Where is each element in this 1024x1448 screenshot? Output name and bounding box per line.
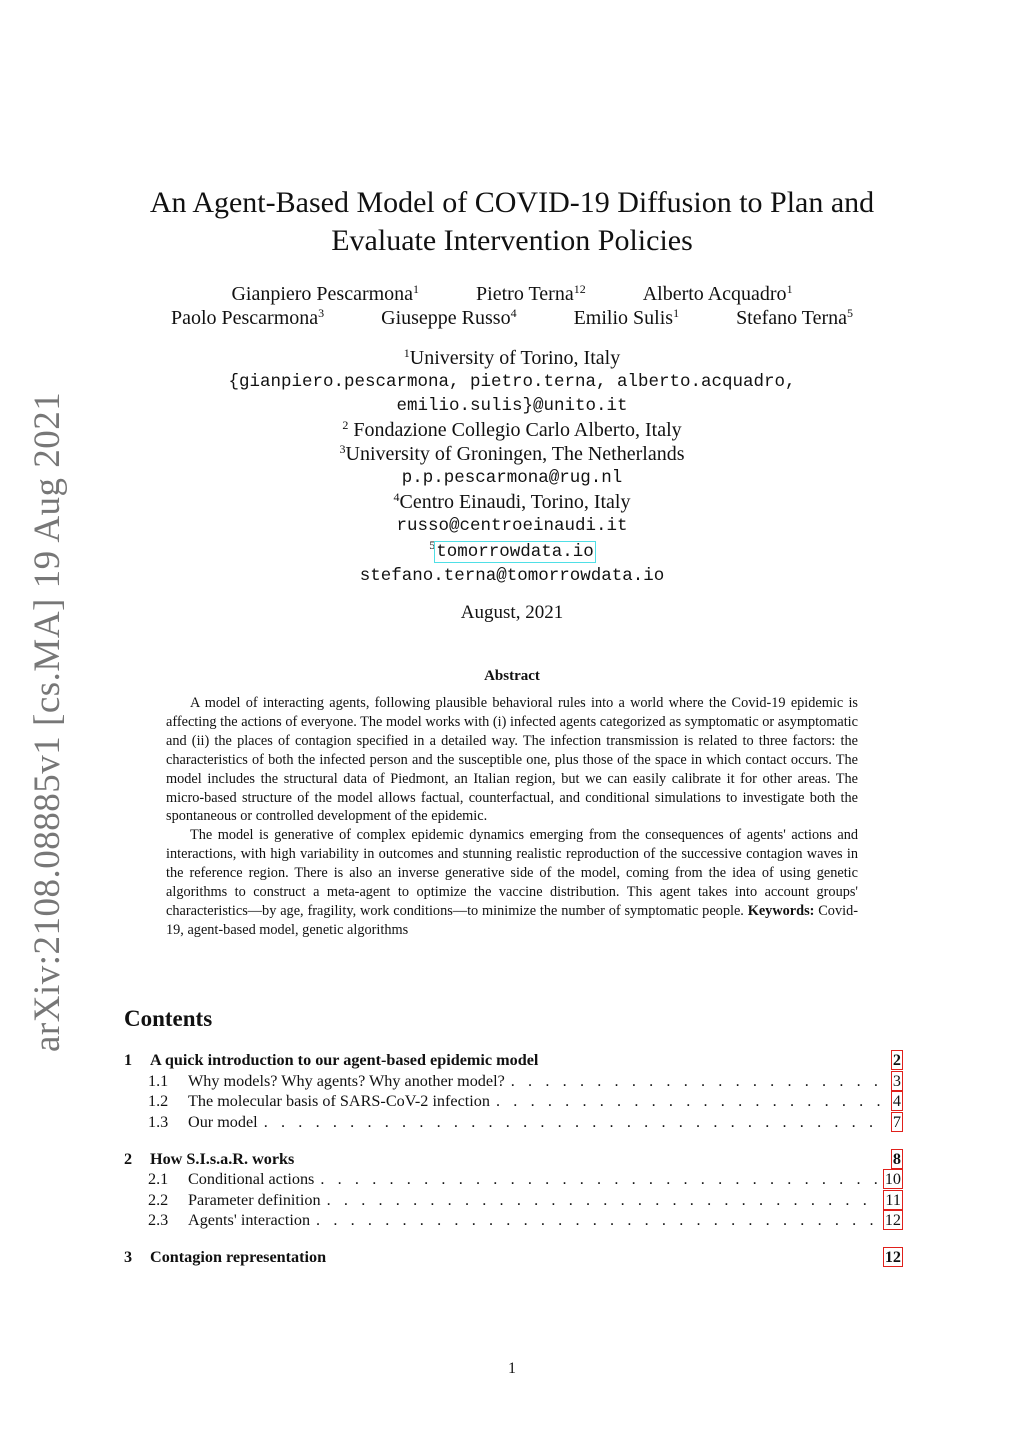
toc-page-link[interactable]: 12 [884,1248,901,1266]
keywords-label: Keywords: [747,902,815,919]
toc-subsection[interactable]: 1.1 Why models? Why agents? Why another model? . . . 3 [124,1071,902,1092]
email-line: russo@centroeinaudi.it [396,516,628,536]
toc-page-link[interactable]: 12 [884,1211,901,1229]
toc-page-link[interactable]: 3 [892,1071,901,1090]
email-line: emilio.sulis}@unito.it [396,396,628,416]
author-row-2 [120,306,904,330]
keywords: Covid-19, agent-based model, genetic algorithms [166,902,858,938]
affiliation-2: $^2$ Fondazione Collegio Carlo Alberto, Italy [342,418,682,441]
dot-leader [327,1190,879,1211]
affiliation-5: $^5$tomorrowdata.io [429,538,594,562]
title-line-2: Evaluate Intervention Policies [331,224,693,257]
page-number: 1 [508,1360,516,1377]
toc-page-link[interactable]: 8 [892,1149,901,1168]
title-line-1: An Agent-Based Model of COVID-19 Diffusion to Plan and [149,186,875,219]
toc-page-link[interactable]: 7 [892,1112,901,1131]
affiliation-4: $^4$Centro Einaudi, Torino, Italy [393,490,631,513]
dot-leader [496,1091,882,1112]
arxiv-identifier: arXiv:2108.08885v1 [cs.MA] 19 Aug 2021 [27,391,68,1052]
toc-page-link[interactable]: 10 [884,1170,901,1188]
abstract-paragraph: A model of interacting agents, following plausible behavioral rules into a world where the Covid-19 epidemic is affecting the actions of everyone. The model works with (i) infected agents categorized as symptomatic or asymptomatic and (ii) the places of contagion specified in a detailed way. The infection transmission is related to three factors: the characteristics of both the infected person and the susceptible one, plus those of the space in which contact occurs. The model includes the structural data of Piedmont, an Italian region, but we can easily calibrate it for other areas. The micro-based structure of the model allows factual, counterfactual, and conditional simulations to investigate both the spontaneous or controlled development of the epidemic. [166,695,858,825]
affiliations [120,346,904,588]
table-of-contents [124,1050,902,1268]
contents-heading: Contents [124,1006,213,1031]
abstract-paragraph: The model is generative of complex epidemic dynamics emerging from the consequences of agents' actions and interactions, with high variability in outcomes and stunning realistic reproduction of the successive contagion waves in the reference region. There is also an inverse generative side of the model, coming from the idea of using genetic algorithms to construct a meta-agent to optimize the vaccine distribution. This agent takes into account groups' characteristics—by age, fragility, work conditions—to minimize the number of symptomatic people. Keywords: Covid-19, agent-based model, genetic algorithms [166,827,858,938]
email-line: p.p.pescarmona@rug.nl [401,468,623,488]
email-line: {gianpiero.pescarmona, pietro.terna, alberto.acquadro, [228,372,796,392]
affiliation-3: $^3$University of Groningen, The Netherlands [339,442,685,465]
abstract-heading: Abstract [484,668,540,684]
author: Pietro Terna$^{12}$ [476,282,586,305]
author: Alberto Acquadro$^1$ [642,282,793,305]
toc-section[interactable]: 1 A quick introduction to our agent-based epidemic model 2 [124,1051,901,1069]
dot-leader [511,1071,882,1092]
email-line: stefano.terna@tomorrowdata.io [359,566,665,586]
author: Gianpiero Pescarmona$^1$ [231,282,420,305]
author: Stefano Terna$^5$ [736,306,854,329]
dot-leader [264,1112,882,1133]
toc-subsection[interactable]: 2.1 Conditional actions . . . 10 [124,1169,902,1190]
author: Giuseppe Russo$^4$ [381,306,517,329]
affiliation-1: $^1$University of Torino, Italy [403,346,621,369]
toc-section[interactable]: 2 How S.I.s.a.R. works 8 [124,1149,901,1168]
toc-section[interactable]: 3 Contagion representation 12 [124,1248,901,1266]
toc-page-link[interactable]: 11 [885,1190,901,1209]
toc-page-link[interactable]: 4 [892,1092,901,1110]
toc-page-link[interactable]: 2 [892,1051,901,1069]
author-row-1 [120,282,904,306]
toc-subsection[interactable]: 2.3 Agents' interaction . . . 12 [124,1210,902,1231]
tomorrowdata-link[interactable]: tomorrowdata.io [436,542,594,562]
toc-subsection[interactable]: 2.2 Parameter definition . . . 11 [124,1190,902,1211]
abstract-body [166,694,858,940]
author: Paolo Pescarmona$^3$ [170,306,325,329]
dot-leader [316,1210,878,1231]
author: Emilio Sulis$^1$ [573,306,680,329]
toc-subsection[interactable]: 1.3 Our model . . . 7 [124,1112,902,1133]
date: August, 2021 [460,602,564,623]
paper-title [120,184,904,260]
dot-leader [320,1169,877,1190]
toc-subsection[interactable]: 1.2 The molecular basis of SARS-CoV-2 infection . . . 4 [124,1091,902,1112]
